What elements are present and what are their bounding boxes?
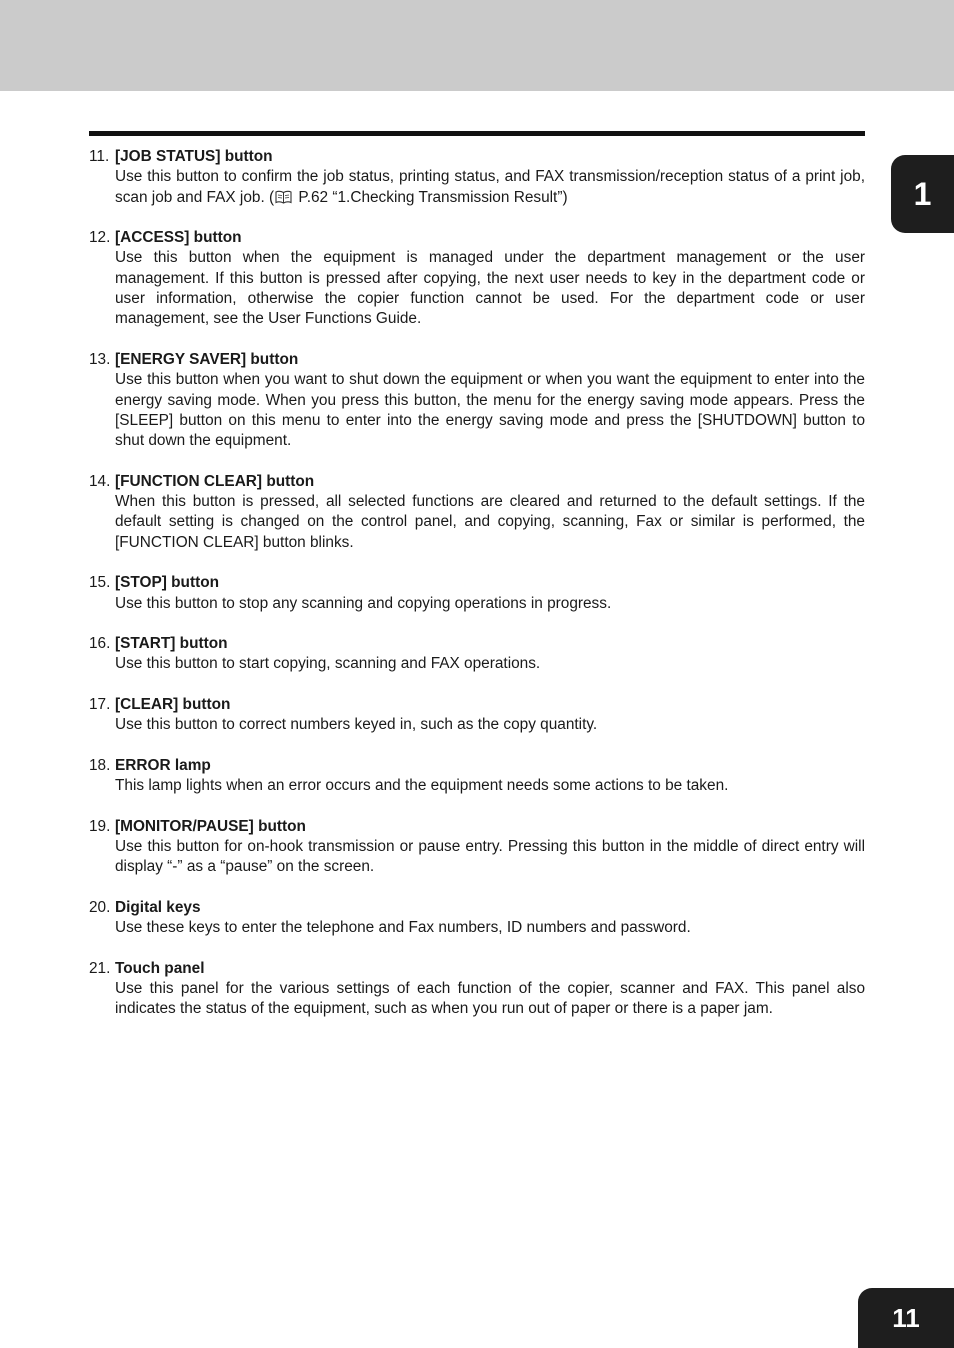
- list-item: [89, 634, 865, 675]
- item-description: Use this panel for the various settings of each function of the copier, scanner and FAX. This panel also indicates the status of the equipment, such as when you run out of paper or there is a paper jam.: [115, 980, 865, 1018]
- item-number: 11.: [89, 148, 110, 165]
- item-title: [FUNCTION CLEAR] button: [115, 472, 315, 490]
- list-item: [89, 898, 865, 939]
- item-number: 13.: [89, 350, 111, 368]
- item-title: [ENERGY SAVER] button: [115, 350, 299, 368]
- list-item: [89, 959, 865, 1020]
- chapter-tab: 1: [891, 155, 954, 233]
- item-number: 21.: [89, 959, 111, 977]
- item-description: When this button is pressed, all selected functions are cleared and returned to the default settings. If the default setting is changed on the control panel, and copying, scanning, Fax or similar is performed, the [FUNCTION CLEAR] button blinks.: [115, 493, 865, 551]
- item-title: [ACCESS] button: [115, 229, 242, 247]
- page-number: 11: [858, 1288, 954, 1348]
- item-title: Digital keys: [115, 898, 201, 916]
- item-description: Use this button when the equipment is managed under the department management or the user management. If this button is pressed after copying, the next user needs to key in the department code or user information, otherwise the copier function cannot be used. For the department code or user management, see the User Functions Guide.: [115, 249, 865, 328]
- item-number: 12.: [89, 229, 111, 247]
- list-item: [89, 817, 865, 878]
- list-item: [89, 147, 865, 208]
- item-title: ERROR lamp: [115, 756, 211, 774]
- item-description: [89, 167, 865, 208]
- item-description: Use this button when you want to shut down the equipment or when you want the equipment to enter into the energy saving mode. When you press this button, the menu for the energy saving mode appears. Press the [SLEEP] button on this menu to enter into the energy saving mode and press the [SHUTDOWN] button to shut down the equipment.: [115, 371, 865, 450]
- list-item: [89, 228, 865, 329]
- item-title: [STOP] button: [115, 574, 220, 592]
- item-title: [MONITOR/PAUSE] button: [115, 817, 306, 835]
- book-reference-icon: [275, 190, 292, 204]
- item-title: [CLEAR] button: [115, 696, 231, 714]
- item-number: 17.: [89, 696, 111, 714]
- item-description: Use this button to correct numbers keyed in, such as the copy quantity.: [115, 716, 598, 734]
- list-item: [89, 695, 865, 736]
- item-list: [89, 147, 865, 1040]
- item-reference-link[interactable]: P.62 “1.Checking Transmission Result”): [294, 188, 568, 206]
- item-number: 20.: [89, 898, 111, 916]
- item-description: Use these keys to enter the telephone and Fax numbers, ID numbers and password.: [115, 919, 691, 937]
- list-item: [89, 756, 865, 797]
- item-description: Use this button for on-hook transmission or pause entry. Pressing this button in the middle of direct entry will display “-” as a “pause” on the screen.: [115, 838, 865, 876]
- item-title: Touch panel: [115, 959, 205, 977]
- item-number: 18.: [89, 756, 111, 774]
- item-title: [JOB STATUS] button: [115, 148, 273, 165]
- item-number: 16.: [89, 635, 111, 653]
- item-number: 19.: [89, 817, 111, 835]
- item-description-text: Use this button to confirm the job status, printing status, and FAX transmission/reception status of a print job, scan job and FAX job. (: [115, 168, 865, 206]
- header-band: [0, 0, 954, 91]
- item-number: 14.: [89, 472, 111, 490]
- item-title: [START] button: [115, 635, 228, 653]
- list-item: [89, 350, 865, 451]
- item-description: This lamp lights when an error occurs and the equipment needs some actions to be taken.: [115, 777, 729, 795]
- item-description: Use this button to start copying, scanning and FAX operations.: [115, 655, 541, 673]
- item-description: Use this button to stop any scanning and copying operations in progress.: [115, 594, 612, 612]
- list-item: [89, 472, 865, 553]
- item-number: 15.: [89, 574, 111, 592]
- section-rule: [89, 131, 865, 136]
- list-item: [89, 573, 865, 614]
